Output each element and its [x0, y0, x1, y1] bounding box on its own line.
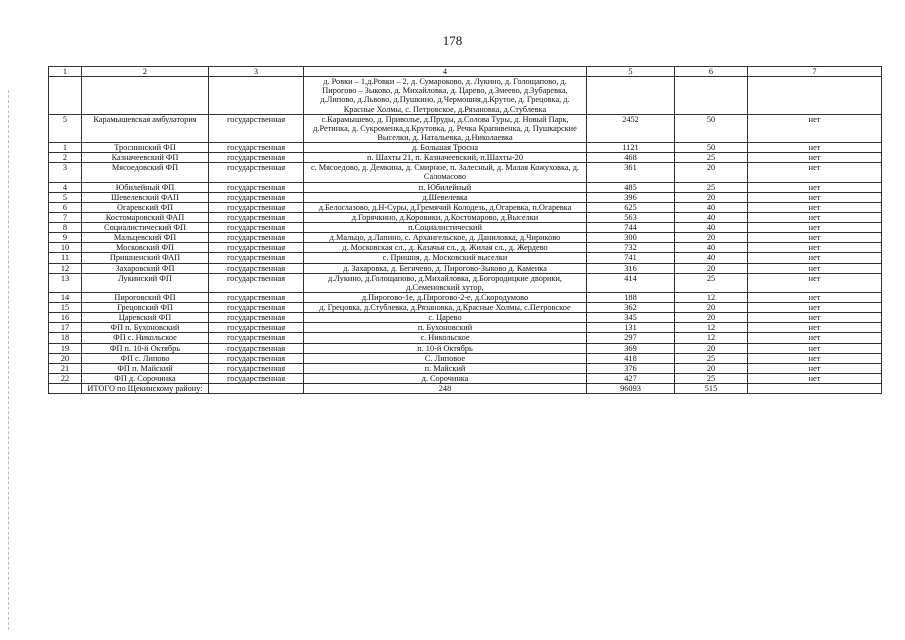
population: 396 — [587, 192, 675, 202]
notes: нет — [748, 233, 882, 243]
notes: нет — [748, 143, 882, 153]
ownership: государственная — [209, 223, 304, 233]
capacity: 20 — [675, 163, 748, 182]
notes: нет — [748, 212, 882, 222]
facility-name: Царевский ФП — [82, 313, 209, 323]
facilities-table — [48, 66, 882, 394]
ownership: государственная — [209, 153, 304, 163]
facility-name: ФП с. Никольское — [82, 333, 209, 343]
capacity: 25 — [675, 273, 748, 292]
row-number: 9 — [49, 233, 82, 243]
ownership: государственная — [209, 192, 304, 202]
row-number: 21 — [49, 363, 82, 373]
ownership: государственная — [209, 323, 304, 333]
notes: нет — [748, 313, 882, 323]
facility-name: Карамышевская амбулатория — [82, 114, 209, 142]
facility-name: Костомаровский ФАП — [82, 212, 209, 222]
ownership: государственная — [209, 163, 304, 182]
settlements: д. Сорочинка — [304, 373, 587, 383]
capacity: 12 — [675, 323, 748, 333]
row-number: 2 — [49, 153, 82, 163]
facility-name: Пироговский ФП — [82, 292, 209, 302]
table-row — [49, 363, 882, 373]
facility-name: Грецовский ФП — [82, 303, 209, 313]
settlements: д.Шевелевка — [304, 192, 587, 202]
facility-name: Захаровский ФП — [82, 263, 209, 273]
notes: нет — [748, 114, 882, 142]
population: 2452 — [587, 114, 675, 142]
table-row — [49, 303, 882, 313]
settlements: п. Бухоновский — [304, 323, 587, 333]
cell — [748, 384, 882, 394]
facility-name: Лукинский ФП — [82, 273, 209, 292]
capacity: 40 — [675, 212, 748, 222]
ownership: государственная — [209, 202, 304, 212]
row-number: 22 — [49, 373, 82, 383]
capacity: 20 — [675, 263, 748, 273]
settlements: д.Лукино, д.Голощапово, д.Михайловка, д.Богородицкие дворики, д.Семеновский хутор, — [304, 273, 587, 292]
facility-name: Мальцевский ФП — [82, 233, 209, 243]
facility-name: Пришненский ФАП — [82, 253, 209, 263]
settlements: д.Пирогово-1е, д.Пирогово-2-е, д.Скородумово — [304, 292, 587, 302]
settlements: д. Большая Тросна — [304, 143, 587, 153]
population: 361 — [587, 163, 675, 182]
table-row — [49, 192, 882, 202]
population: 316 — [587, 263, 675, 273]
facility-name: Мясоедовский ФП — [82, 163, 209, 182]
cell — [209, 384, 304, 394]
total-population: 96093 — [587, 384, 675, 394]
facility-name: Социалистический ФП — [82, 223, 209, 233]
facility-name: Шевелевский ФАП — [82, 192, 209, 202]
capacity: 50 — [675, 143, 748, 153]
row-number: 11 — [49, 253, 82, 263]
cell — [209, 77, 304, 115]
ownership: государственная — [209, 182, 304, 192]
cell — [49, 77, 82, 115]
settlements: с. Пришня, д. Московский выселки — [304, 253, 587, 263]
row-number: 3 — [49, 163, 82, 182]
row-number: 14 — [49, 292, 82, 302]
facility-name: Казначеевский ФП — [82, 153, 209, 163]
capacity: 20 — [675, 192, 748, 202]
ownership: государственная — [209, 212, 304, 222]
settlements: п. 10-й Октябрь — [304, 343, 587, 353]
capacity: 25 — [675, 373, 748, 383]
capacity: 20 — [675, 363, 748, 373]
settlements: д.Мальцо, д.Лапино, с. Архангельское, д. Даниловка, д.Чириково — [304, 233, 587, 243]
ownership: государственная — [209, 292, 304, 302]
notes: нет — [748, 153, 882, 163]
row-number: 1 — [49, 143, 82, 153]
population: 297 — [587, 333, 675, 343]
capacity: 25 — [675, 353, 748, 363]
table-row — [49, 333, 882, 343]
table-row — [49, 263, 882, 273]
row-number: 15 — [49, 303, 82, 313]
table-row — [49, 163, 882, 182]
continuation-row — [49, 77, 882, 115]
ownership: государственная — [209, 343, 304, 353]
ownership: государственная — [209, 313, 304, 323]
cell — [49, 384, 82, 394]
notes: нет — [748, 292, 882, 302]
population: 744 — [587, 223, 675, 233]
population: 563 — [587, 212, 675, 222]
settlements: д. Захаровка, д. Бегичево, д. Пирогово-Зыково д. Каменка — [304, 263, 587, 273]
table-row — [49, 143, 882, 153]
row-number: 5 — [49, 114, 82, 142]
table-row — [49, 353, 882, 363]
table-row — [49, 114, 882, 142]
settlements: д.Горячкино, д.Коровики, д.Костомарово, д.Выселки — [304, 212, 587, 222]
population: 732 — [587, 243, 675, 253]
population: 625 — [587, 202, 675, 212]
ownership: государственная — [209, 143, 304, 153]
ownership: государственная — [209, 233, 304, 243]
table-row — [49, 343, 882, 353]
settlements: д.Белоглазово, д.Н-Суры, д.Гремячий Колодезь, д.Огаревка, п.Огаревка — [304, 202, 587, 212]
ownership: государственная — [209, 363, 304, 373]
population: 485 — [587, 182, 675, 192]
facility-name: ФП п. 10-й Октябрь — [82, 343, 209, 353]
population: 376 — [587, 363, 675, 373]
col-header: 5 — [587, 67, 675, 77]
notes: нет — [748, 373, 882, 383]
notes: нет — [748, 253, 882, 263]
col-header: 7 — [748, 67, 882, 77]
settlements: с.Карамышево, д. Приволье, д.Пруды, д.Солова Туры, д. Новый Парк, д.Ретинка, д. Сукроменка,д.Крутовка, д. Речка Крапивенка, д. Пушкарские Выселки, д. Натальевка, д.Николаевка — [304, 114, 587, 142]
notes: нет — [748, 192, 882, 202]
ownership: государственная — [209, 263, 304, 273]
capacity: 40 — [675, 223, 748, 233]
header-row — [49, 67, 882, 77]
population: 414 — [587, 273, 675, 292]
ownership: государственная — [209, 303, 304, 313]
row-number: 8 — [49, 223, 82, 233]
notes: нет — [748, 182, 882, 192]
notes: нет — [748, 273, 882, 292]
capacity: 40 — [675, 253, 748, 263]
settlements: с. Мясоедово, д. Демкина, д. Смирное, п. Залесный, д. Малая Кожуховка, д. Саломасово — [304, 163, 587, 182]
ownership: государственная — [209, 114, 304, 142]
col-header: 1 — [49, 67, 82, 77]
population: 418 — [587, 353, 675, 363]
notes: нет — [748, 323, 882, 333]
total-row — [49, 384, 882, 394]
ownership: государственная — [209, 273, 304, 292]
table-row — [49, 373, 882, 383]
row-number: 20 — [49, 353, 82, 363]
row-number: 18 — [49, 333, 82, 343]
capacity: 40 — [675, 243, 748, 253]
facility-name: Юбилейный ФП — [82, 182, 209, 192]
ownership: государственная — [209, 253, 304, 263]
cell-settlements: д. Ровки – 1,д.Ровки – 2, д. Сумароково, д. Лукино, д. Голощапово, д. Пирогово – Зыково, д. Михайловка, д. Царево, д.Змеево, д.Зубаревка, д.Липово, д.Львово, д.Пушкино, д.Чермошня,д.Крутое, д. Грецовка, д. Красные Холмы, с. Петровское, д.Рязановка, д.Стублевка — [304, 77, 587, 115]
total-label: ИТОГО по Щекинскому району: — [82, 384, 209, 394]
settlements: д. Московская сл., д. Казачья сл., д. Жилая сл., д. Жердево — [304, 243, 587, 253]
row-number: 5 — [49, 192, 82, 202]
capacity: 12 — [675, 333, 748, 343]
population: 741 — [587, 253, 675, 263]
capacity: 12 — [675, 292, 748, 302]
settlements: п.Социалистический — [304, 223, 587, 233]
population: 188 — [587, 292, 675, 302]
ownership: государственная — [209, 373, 304, 383]
table-row — [49, 182, 882, 192]
facility-name: Московский ФП — [82, 243, 209, 253]
population: 369 — [587, 343, 675, 353]
settlements: п. Майский — [304, 363, 587, 373]
population: 362 — [587, 303, 675, 313]
population: 345 — [587, 313, 675, 323]
col-header: 4 — [304, 67, 587, 77]
col-header: 2 — [82, 67, 209, 77]
row-number: 12 — [49, 263, 82, 273]
table-row — [49, 243, 882, 253]
table-row — [49, 292, 882, 302]
row-number: 13 — [49, 273, 82, 292]
capacity: 50 — [675, 114, 748, 142]
notes: нет — [748, 343, 882, 353]
notes: нет — [748, 202, 882, 212]
ownership: государственная — [209, 333, 304, 343]
capacity: 20 — [675, 313, 748, 323]
ownership: государственная — [209, 243, 304, 253]
notes: нет — [748, 223, 882, 233]
total-capacity: 515 — [675, 384, 748, 394]
population: 131 — [587, 323, 675, 333]
table-row — [49, 273, 882, 292]
cell — [748, 77, 882, 115]
page-number: 178 — [442, 33, 463, 48]
capacity: 20 — [675, 303, 748, 313]
notes: нет — [748, 353, 882, 363]
table-row — [49, 202, 882, 212]
notes: нет — [748, 303, 882, 313]
capacity: 25 — [675, 153, 748, 163]
capacity: 25 — [675, 182, 748, 192]
capacity: 20 — [675, 343, 748, 353]
population: 300 — [587, 233, 675, 243]
table-row — [49, 233, 882, 243]
settlements: п. Шахты 21, п. Казначеевский, п.Шахты-20 — [304, 153, 587, 163]
binding-margin-line — [8, 90, 10, 630]
table-row — [49, 153, 882, 163]
row-number: 7 — [49, 212, 82, 222]
row-number: 4 — [49, 182, 82, 192]
facility-name: ФП п. Майский — [82, 363, 209, 373]
facility-name: Огаревский ФП — [82, 202, 209, 212]
col-header: 3 — [209, 67, 304, 77]
table-row — [49, 253, 882, 263]
row-number: 6 — [49, 202, 82, 212]
settlements: п. Юбилейный — [304, 182, 587, 192]
row-number: 19 — [49, 343, 82, 353]
cell — [82, 77, 209, 115]
row-number: 10 — [49, 243, 82, 253]
settlements: С. Липовое — [304, 353, 587, 363]
population: 1121 — [587, 143, 675, 153]
notes: нет — [748, 263, 882, 273]
settlements: с. Никольское — [304, 333, 587, 343]
population: 468 — [587, 153, 675, 163]
capacity: 40 — [675, 202, 748, 212]
row-number: 17 — [49, 323, 82, 333]
cell — [675, 77, 748, 115]
settlements: с. Царево — [304, 313, 587, 323]
facility-name: ФП д. Сорочинка — [82, 373, 209, 383]
col-header: 6 — [675, 67, 748, 77]
table-row — [49, 223, 882, 233]
facility-name: ФП с. Липово — [82, 353, 209, 363]
facility-name: Троснинский ФП — [82, 143, 209, 153]
cell — [587, 77, 675, 115]
table-row — [49, 313, 882, 323]
row-number: 16 — [49, 313, 82, 323]
capacity: 20 — [675, 233, 748, 243]
notes: нет — [748, 333, 882, 343]
ownership: государственная — [209, 353, 304, 363]
population: 427 — [587, 373, 675, 383]
total-facilities: 248 — [304, 384, 587, 394]
table-row — [49, 323, 882, 333]
facility-name: ФП п. Бухоновский — [82, 323, 209, 333]
notes: нет — [748, 163, 882, 182]
table-row — [49, 212, 882, 222]
notes: нет — [748, 243, 882, 253]
notes: нет — [748, 363, 882, 373]
settlements: д. Грецовка, д.Стублевка, д.Рязановка, д.Красные Холмы, с.Петровское — [304, 303, 587, 313]
